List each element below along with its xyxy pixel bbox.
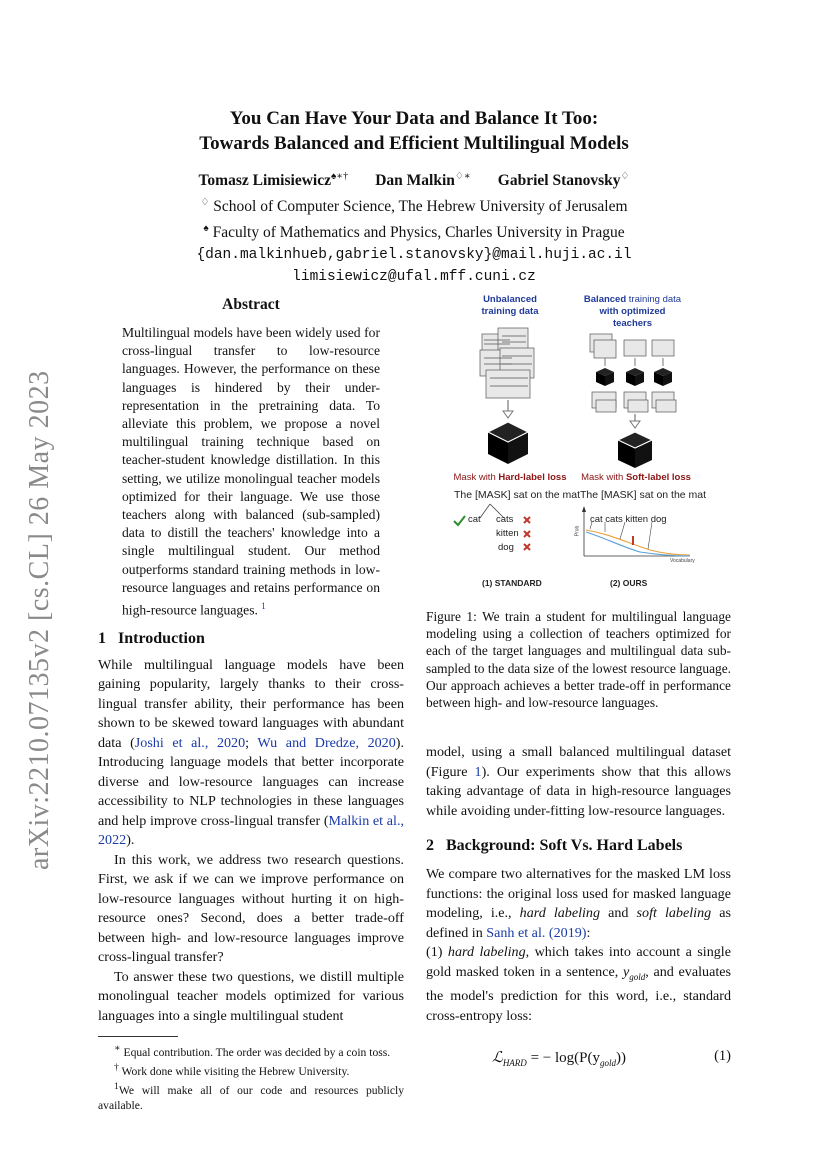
plot-x-label: Vocabulary xyxy=(670,558,695,564)
subfigure-label: (1) STANDARD xyxy=(482,578,542,588)
footnote-rule xyxy=(98,1036,178,1037)
student-model-icon xyxy=(618,432,652,468)
title-line-2: Towards Balanced and Efficient Multilingual Models xyxy=(199,133,629,154)
figure-caption: Figure 1: We train a student for multilingual language modeling using a collection of teachers optimized for each of the target languages and multilingual data sub-sampled to the data size of the lowest resource language. Our approach achieves a better trade-off in performance between high- and low-resource languages. xyxy=(426,609,731,711)
equation-1 xyxy=(426,1048,731,1078)
paragraph: To answer these two questions, we distill multiple monolingual teacher models optimized for various languages into a single multilingual student xyxy=(98,968,404,1024)
equation-number: (1) xyxy=(714,1048,731,1065)
footnote-ref[interactable]: 1 xyxy=(261,601,266,612)
text: model, using a small balanced multilingual dataset (Figure xyxy=(426,744,731,780)
author-names xyxy=(0,166,828,192)
text: Balanced xyxy=(583,294,627,305)
hard-label-caption xyxy=(450,472,570,483)
left-column xyxy=(98,296,404,1113)
author-marks: ♢ xyxy=(620,171,630,182)
cross-icon xyxy=(524,517,530,550)
soft-label-caption xyxy=(576,472,696,483)
math: = − log(P(y xyxy=(526,1050,600,1067)
section-title: Introduction xyxy=(118,629,205,647)
email-1: {dan.malkinhueb,gabriel.stanovsky}@mail.huji.ac.il xyxy=(196,247,632,264)
equation-body xyxy=(492,1048,626,1068)
text: ; xyxy=(245,734,258,751)
paragraph: In this work, we address two research questions. First, we ask if we can we improve performance on low-resource languages without hurting it on high-resource ones? Second, does a better trade-off between high- and low-resource languages improve cross-lingual transfer? xyxy=(98,851,404,966)
section-heading-background xyxy=(426,837,731,855)
text: While multilingual language models have been gaining popularity, largely thanks to their cross-lingual transfer ability, their performance has been shown to be skewed toward languages with abundant data ( xyxy=(98,656,404,751)
word-option: cats xyxy=(496,514,514,525)
math-sub: gold xyxy=(629,971,646,982)
math: ℒ xyxy=(492,1050,503,1067)
title-line-1: You Can Have Your Data and Balance It Too: xyxy=(229,108,599,129)
text: (1) xyxy=(426,944,448,961)
math: )) xyxy=(616,1050,626,1067)
author-marks: ♠∗† xyxy=(330,171,349,182)
section-heading-intro xyxy=(98,630,404,648)
author-name: Gabriel Stanovsky xyxy=(497,172,621,190)
abstract-body xyxy=(98,324,404,620)
text: with optimized teachers xyxy=(599,306,666,329)
footnote-mark: † xyxy=(114,1062,119,1074)
footnote-mark: 1 xyxy=(114,1081,119,1092)
balanced-data-icon xyxy=(590,334,674,358)
example-sentence-left: The [MASK] sat on the mat xyxy=(454,489,581,501)
footnotes xyxy=(98,1041,404,1113)
example-sentence-right: The [MASK] sat on the mat xyxy=(580,489,707,501)
figure-left-title: Unbalanced training data xyxy=(481,294,539,317)
affiliation-text: School of Computer Science, The Hebrew University of Jerusalem xyxy=(213,198,628,216)
text: Hard-label loss xyxy=(498,472,567,483)
text: ). xyxy=(126,832,135,849)
text: and xyxy=(600,905,637,922)
email-2: limisiewicz@ufal.mff.cuni.cz xyxy=(292,269,536,286)
citation-link[interactable]: Sanh et al. (2019) xyxy=(486,924,587,941)
abstract-heading: Abstract xyxy=(222,296,280,313)
affiliation-mark: ♠ xyxy=(203,223,209,235)
paragraph xyxy=(426,943,731,1026)
section-number: 1 xyxy=(98,629,106,647)
arxiv-stamp xyxy=(24,350,64,870)
affiliation-2 xyxy=(0,218,828,244)
affiliation-text: Faculty of Mathematics and Physics, Charles University in Prague xyxy=(212,224,625,242)
student-model-icon xyxy=(488,422,528,464)
background-body xyxy=(426,865,731,1026)
word-gold: cat xyxy=(468,514,481,525)
citation-link[interactable]: Joshi et al., 2020 xyxy=(134,734,246,751)
footnote-1 xyxy=(98,1041,404,1060)
footnote-2 xyxy=(98,1060,404,1079)
footnote-mark: ∗ xyxy=(114,1043,121,1055)
figure-diagram xyxy=(440,292,740,592)
text: , which takes into account a single gold masked token in a sentence, xyxy=(426,944,731,980)
affiliation-mark: ♢ xyxy=(200,197,210,209)
section-title: Background: Soft Vs. Hard Labels xyxy=(446,837,683,855)
text: : xyxy=(586,924,591,941)
text: We compare two alternatives for the masked LM loss functions: the original loss used for masked language modeling, i.e., xyxy=(426,866,731,922)
footnote-3 xyxy=(98,1079,404,1113)
author-block xyxy=(0,166,828,288)
arxiv-id: arXiv:2210.07135v2 [cs.CL] 26 May 2023 xyxy=(24,370,55,870)
author-marks: ♢∗ xyxy=(454,171,471,182)
math-sub: gold xyxy=(599,1058,616,1069)
word-option: kitten xyxy=(496,528,519,539)
text: ). Our experiments show that this allows taking advantage of data in high-resource languages while avoiding under-fitting low-resource languages. xyxy=(426,763,731,819)
affiliation-1 xyxy=(0,192,828,218)
text: Mask with xyxy=(581,472,626,483)
math-sub: HARD xyxy=(502,1058,527,1069)
plot-words: cat cats kitten dog xyxy=(590,514,667,525)
text: as defined in xyxy=(426,905,731,941)
abstract-text: Multilingual models have been widely used for cross-lingual transfer to low-resource languages. However, the performance on these languages is hindered by their under-representation in the pretraining data. To alleviate this problem, we propose a novel multilingual training technique based on teacher-student knowledge distillation. In this setting, we utilize monolingual teacher models optimized for their language. We use those teachers along with balanced (sub-sampled) data to distill the teachers' knowledge into a single multilingual student. Our method outperforms standard training methods in low-resource languages and retains performance on high-resource languages. xyxy=(122,325,380,618)
check-icon xyxy=(454,516,465,525)
text: training data xyxy=(626,294,682,305)
teacher-model-icon xyxy=(596,368,672,386)
text: soft labeling xyxy=(636,905,712,922)
section-number: 2 xyxy=(426,837,434,855)
footnote-text: Equal contribution. The order was decided by a coin toss. xyxy=(123,1046,391,1060)
paper-title xyxy=(0,106,828,156)
text: , and evaluates the model's prediction for this word, i.e., standard cross-entropy loss: xyxy=(426,963,731,1024)
text: Soft-label loss xyxy=(625,472,691,483)
paragraph xyxy=(426,865,731,943)
author-name: Dan Malkin xyxy=(375,172,455,190)
text: ). Introducing language models that better incorporate diverse and low-resource languages can increase accessibility to NLP technologies in these languages and help improve cross-lingual transfer ( xyxy=(98,734,404,829)
right-column xyxy=(426,608,731,1078)
text: hard labeling xyxy=(519,905,601,922)
footnote-text: We will make all of our code and resources publicly available. xyxy=(98,1083,404,1112)
citation-link[interactable]: Malkin et al., 2022 xyxy=(98,812,404,849)
plot-y-label: Prob xyxy=(574,525,581,537)
text: hard labeling xyxy=(447,944,526,961)
text: Mask with xyxy=(453,472,499,483)
footnote-text: Work done while visiting the Hebrew University. xyxy=(121,1065,350,1078)
figure-1 xyxy=(440,292,740,592)
math-var: y xyxy=(622,963,630,980)
subfigure-label: (2) OURS xyxy=(610,578,648,588)
paper-stack-icon xyxy=(480,328,534,398)
teacher-output-icon xyxy=(592,392,676,412)
citation-link[interactable]: Wu and Dredze, 2020 xyxy=(257,734,396,751)
figure-ref-link[interactable]: 1 xyxy=(474,763,482,780)
word-option: dog xyxy=(498,542,514,553)
paragraph xyxy=(98,656,404,851)
author-name: Tomasz Limisiewicz xyxy=(198,172,331,190)
intro-continuation xyxy=(426,743,731,821)
intro-body xyxy=(98,656,404,1027)
